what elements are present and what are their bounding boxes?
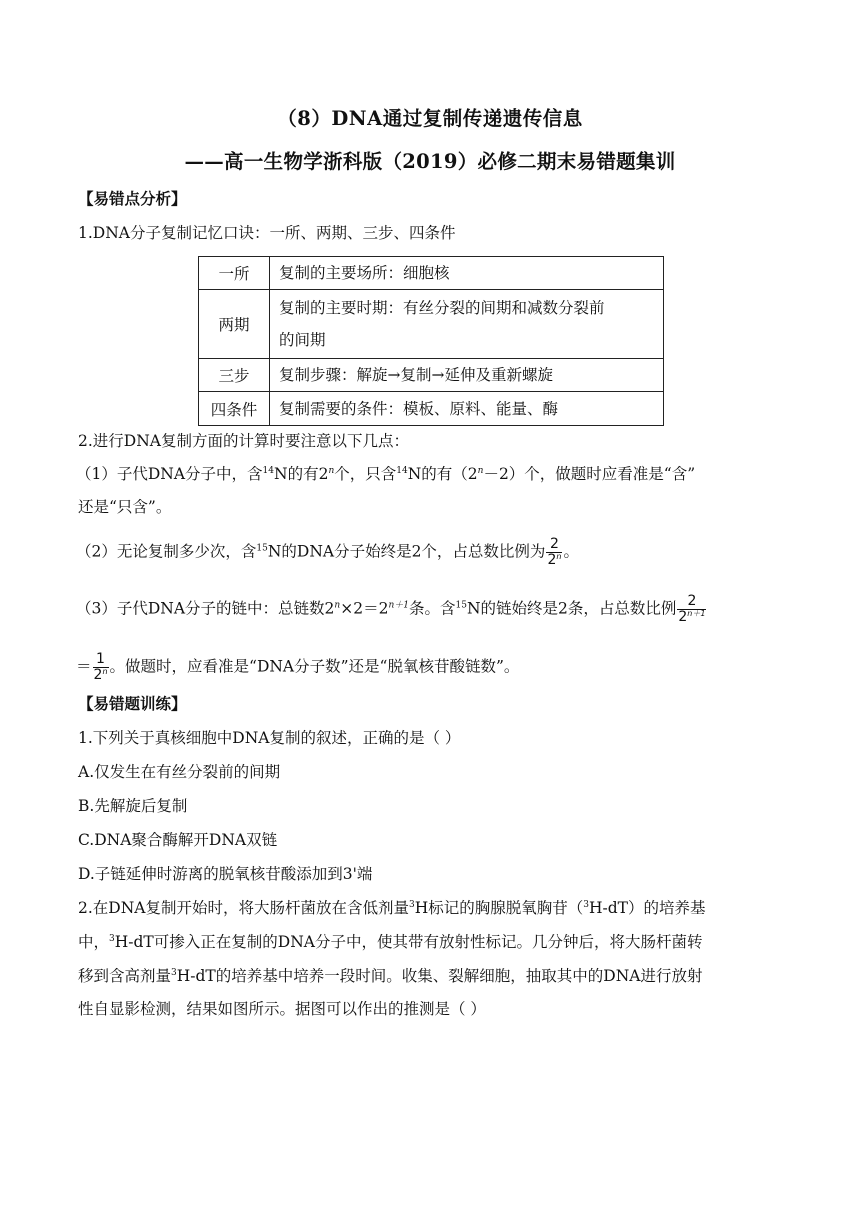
fraction: $\frac{1}{2^n}$ xyxy=(93,651,108,683)
table-value: 复制步骤：解旋→复制→延伸及重新螺旋 xyxy=(270,359,664,392)
question-1-option-a: A.仅发生在有丝分裂前的间期 xyxy=(78,763,281,781)
question-2-line-3: 移到含高剂量$^3$H-dT的培养基中培养一段时间。收集、裂解细胞，抽取其中的DNA进行放射 xyxy=(78,967,703,985)
mnemonic-table xyxy=(198,256,664,426)
table-value-line: 的间期 xyxy=(279,331,326,349)
question-1-option-c: C.DNA聚合酶解开DNA双链 xyxy=(78,831,278,849)
question-2-line-2: 中，$^3$H-dT可掺入正在复制的DNA分子中，使其带有放射性标记。几分钟后，将大肠杆菌转 xyxy=(78,933,703,951)
table-value-line: 复制的主要时期：有丝分裂的间期和减数分裂前 xyxy=(279,299,605,317)
question-2-line-4: 性自显影检测，结果如图所示。据图可以作出的推测是（ ） xyxy=(78,1000,486,1018)
calc-note-1-cont: 还是“只含”。 xyxy=(78,498,172,516)
table-key: 一所 xyxy=(199,257,270,290)
analysis-heading: 【易错点分析】 xyxy=(78,189,187,208)
analysis-point-2: 2.进行DNA复制方面的计算时要注意以下几点： xyxy=(78,432,409,450)
table-row xyxy=(199,359,664,392)
table-row xyxy=(199,290,664,359)
calc-note-3: （3）子代DNA分子的链中：总链数$2^n\times 2=2^{n+1}$条。含$^{15}$N的链始终是2条，占总数比例 $\frac{2}{2^{n+1}}$ xyxy=(76,593,706,625)
document-title: （8）DNA通过复制传递遗传信息 xyxy=(277,107,583,130)
table-value: 复制的主要场所：细胞核 xyxy=(270,257,664,290)
table-value xyxy=(270,290,664,359)
training-heading: 【易错题训练】 xyxy=(78,694,187,713)
document-subtitle: ——高一生物学浙科版（2019）必修二期末易错题集训 xyxy=(184,150,676,173)
calc-note-1: （1）子代DNA分子中，含$^{14}$N的有2$^n$个，只含$^{14}$N的有$(2^n-2)$个，做题时应看准是“含” xyxy=(76,465,696,483)
question-1-stem: 1.下列关于真核细胞中DNA复制的叙述，正确的是（ ） xyxy=(78,729,461,747)
table-value: 复制需要的条件：模板、原料、能量、酶 xyxy=(270,392,664,426)
question-1-option-d: D.子链延伸时游离的脱氧核苷酸添加到3'端 xyxy=(78,865,373,883)
analysis-point-1: 1.DNA分子复制记忆口诀：一所、两期、三步、四条件 xyxy=(78,224,456,242)
calc-note-2: （2）无论复制多少次，含$^{15}$N的DNA分子始终是2个，占总数比例为 $\frac{2}{2^n}$ 。 xyxy=(76,536,579,568)
table-key: 两期 xyxy=(199,290,270,359)
fraction: $\frac{2}{2^{n+1}}$ xyxy=(678,593,706,625)
table-key: 三步 xyxy=(199,359,270,392)
table-row xyxy=(199,392,664,426)
table-key: 四条件 xyxy=(199,392,270,426)
table-row xyxy=(199,257,664,290)
question-2-line-1: 2.在DNA复制开始时，将大肠杆菌放在含低剂量$^3$H标记的胸腺脱氧胸苷（$^3$H-dT）的培养基 xyxy=(78,899,706,917)
fraction: $\frac{2}{2^n}$ xyxy=(547,536,562,568)
calc-note-3-cont: ＝ $\frac{1}{2^n}$ 。做题时，应看准是“DNA分子数”还是“脱氧核苷酸链数”。 xyxy=(76,651,520,683)
question-1-option-b: B.先解旋后复制 xyxy=(78,797,188,815)
